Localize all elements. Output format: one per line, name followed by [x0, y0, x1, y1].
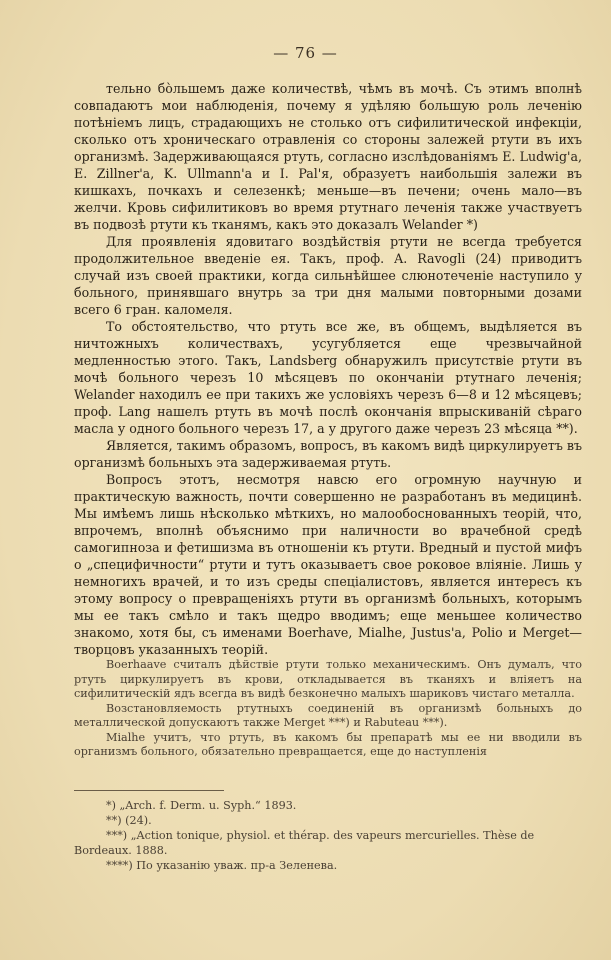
footnote: ****) По указанію уваж. пр-а Зеленева.	[106, 859, 338, 872]
paragraph: Для проявленія ядовитаго воздѣйствія ртути не всегда требуется продолжительное введеніе ея. Такъ, проф. A. Ravogli (24) приводитъ случай изъ своей практики, когда сильнѣйшее слюнотеченіе наступило у больного, принявшаго внутрь за три дня малыми повторными дозами всего 6 гран. каломеля.	[74, 234, 582, 317]
main-text	[74, 80, 582, 760]
paragraph: тельно бо̀льшемъ даже количествѣ, чѣмъ въ мочѣ. Съ этимъ вполнѣ совпадаютъ мои наблюденія, почему я удѣляю большую роль леченію потѣніемъ лицъ, страдающихъ не столько отъ сифилитической инфекціи, сколько отъ хроническаго отравленія со стороны залежей ртути въ ихъ организмѣ. Задерживающаяся ртуть, согласно изслѣдованіямъ E. Ludwig'a, E. Zillner'a, K. Ullmann'a и I. Pal'я, образуетъ наибольшія залежи въ кишкахъ, почкахъ и селезенкѣ; меньше—въ печени; очень мало—въ желчи. Кровь сифилитиковъ во время ртутнаго леченія также участвуетъ въ подвозѣ ртути къ тканямъ, какъ это доказалъ Welander *)	[74, 81, 582, 232]
page-number: — 76 —	[273, 44, 338, 62]
paragraph: То обстоятельство, что ртуть все же, въ общемъ, выдѣляется въ ничтожныхъ количествахъ, усугубляется еще чрезвычайной медленностью этого. Такъ, Landsberg обнаружилъ присутствіе ртути въ мочѣ больного черезъ 10 мѣсяцевъ по окончаніи ртутнаго леченія; Welander находилъ ее при такихъ же условіяхъ черезъ 6—8 и 12 мѣсяцевъ; проф. Lang нашелъ ртуть въ мочѣ послѣ окончанія впрыскиваній сѣраго масла у одного больного черезъ 17, а у другого даже черезъ 23 мѣсяца **).	[74, 319, 582, 436]
paragraph: Является, такимъ образомъ, вопросъ, въ какомъ видѣ циркулируетъ въ организмѣ больныхъ эта задерживаемая ртуть.	[74, 438, 582, 470]
paragraph: Вопросъ этотъ, несмотря навсю его огромную научную и практическую важность, почти совершенно не разработанъ въ медицинѣ. Мы имѣемъ лишь нѣсколько мѣткихъ, но малообоснованныхъ теорій, что, впрочемъ, вполнѣ объяснимо при наличности во врачебной средѣ самогипноза и фетишизма въ отношеніи къ ртути. Вредный и пустой мифъ о „специфичности“ ртути и тутъ оказываетъ свое роковое вліяніе. Лишь у немногихъ врачей, и то изъ среды спеціалистовъ, является интересъ къ этому вопросу о превращеніяхъ ртути въ организмѣ больныхъ, которымъ мы ее такъ смѣло и такъ щедро вводимъ; еще меньшее количество знакомо, хотя бы, съ именами Boerhave, Mialhe, Justus'a, Polio и Merget—творцовъ указанныхъ теорій.	[74, 472, 582, 657]
footnote: *) „Arch. f. Derm. u. Syph.“ 1893.	[106, 799, 297, 812]
small-paragraph: Boerhaave считалъ дѣйствіе ртути только механическимъ. Онъ думалъ, что ртуть циркулируетъ въ крови, откладывается въ тканяхъ и вліяетъ на сифилитическій ядъ всегда въ видѣ безконечно малыхъ шариковъ чистаго металла.	[74, 658, 582, 700]
footnotes	[74, 798, 582, 873]
small-paragraph: Возстановляемость ртутныхъ соединеній въ организмѣ больныхъ до металлической допускаютъ также Merget ***) и Rabuteau ***).	[74, 701, 582, 729]
footnote-divider	[74, 790, 224, 791]
small-paragraph: Mialhe учитъ, что ртуть, въ какомъ бы препаратѣ мы ее ни вводили въ организмъ больного, обязательно превращается, еще до наступленія	[74, 730, 582, 758]
footnote: **) (24).	[106, 814, 152, 827]
footnote: ***) „Action tonique, physiol. et thérap. des vapeurs mercurielles. Thèse de Bordeaux. 1888.	[74, 829, 535, 857]
